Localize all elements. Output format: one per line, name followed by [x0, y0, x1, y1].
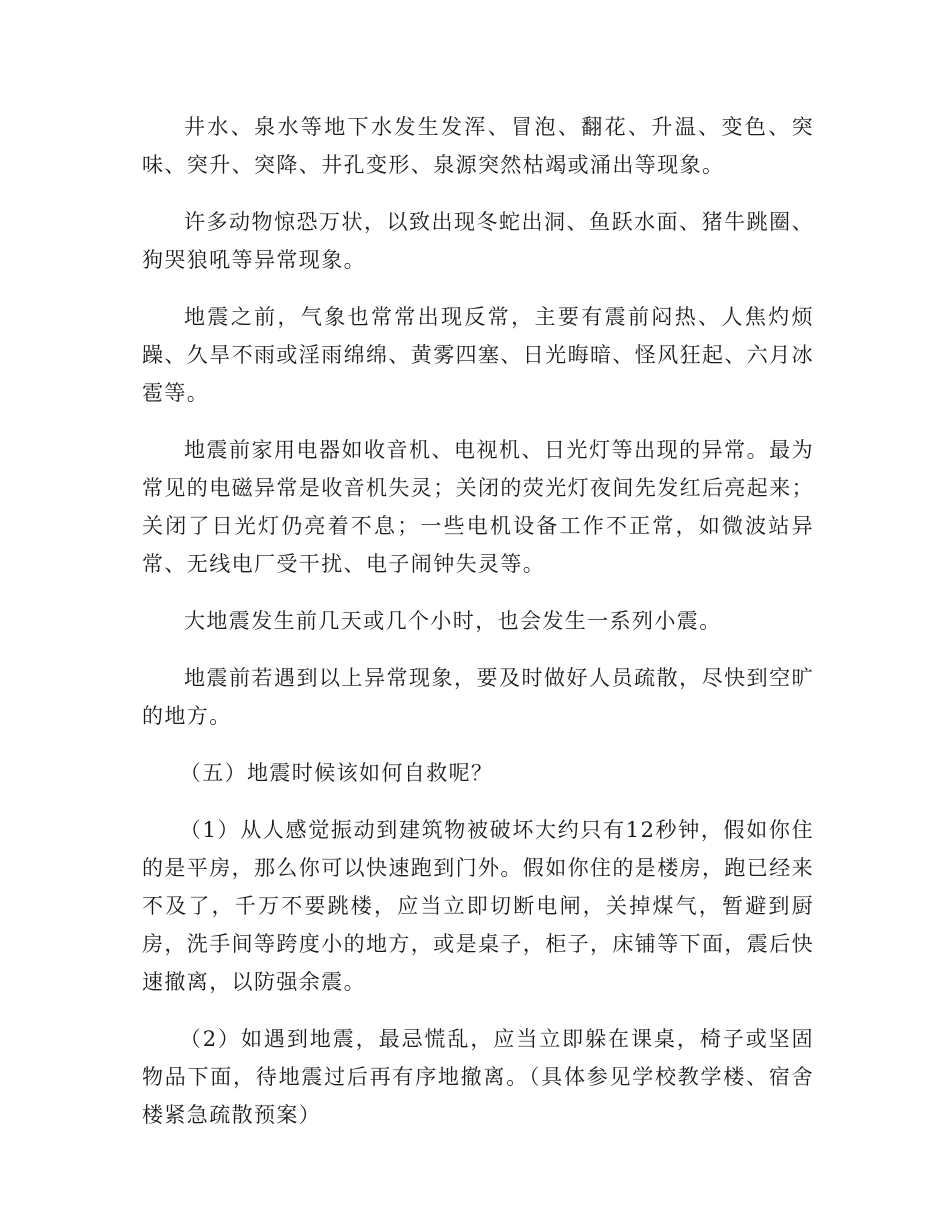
paragraph-foreshocks: 大地震发生前几天或几个小时，也会发生一系列小震。 — [184, 609, 722, 633]
paragraph-evacuation: 地震前若遇到以上异常现象，要及时做好人员疏散，尽快到空旷的地方。 — [142, 666, 814, 728]
paragraph-weather: 地震之前，气象也常常出现反常，主要有震前闷热、人焦灼烦躁、久旱不雨或淫雨绵绵、黄雾四塞、日光晦暗、怪风狂起、六月冰雹等。 — [142, 305, 814, 405]
document-body — [142, 108, 814, 1153]
paragraph-item-2: （2）如遇到地震，最忌慌乱，应当立即躲在课桌，椅子或坚固物品下面，待地震过后再有序地撤离。（具体参见学校教学楼、宿舍楼紧急疏散预案） — [142, 1027, 814, 1127]
paragraph-animals: 许多动物惊恐万状，以致出现冬蛇出洞、鱼跃水面、猪牛跳圈、狗哭狼吼等异常现象。 — [142, 210, 814, 272]
paragraph-item-1: （1）从人感觉振动到建筑物被破坏大约只有12秒钟，假如你住的是平房，那么你可以快速跑到门外。假如你住的是楼房，跑已经来不及了，千万不要跳楼，应当立即切断电闸，关掉煤气，暂避到厨房，洗手间等跨度小的地方，或是桌子，柜子，床铺等下面，震后快速撤离，以防强余震。 — [142, 818, 814, 994]
section-heading-self-rescue: （五）地震时候该如何自救呢？ — [179, 761, 494, 785]
paragraph-groundwater: 井水、泉水等地下水发生发浑、冒泡、翻花、升温、变色、突味、突升、突降、井孔变形、泉源突然枯竭或涌出等现象。 — [142, 115, 814, 177]
paragraph-electrical: 地震前家用电器如收音机、电视机、日光灯等出现的异常。最为常见的电磁异常是收音机失灵；关闭的荧光灯夜间先发红后亮起来；关闭了日光灯仍亮着不息；一些电机设备工作不正常，如微波站异常、无线电厂受干扰、电子闹钟失灵等。 — [142, 438, 814, 576]
